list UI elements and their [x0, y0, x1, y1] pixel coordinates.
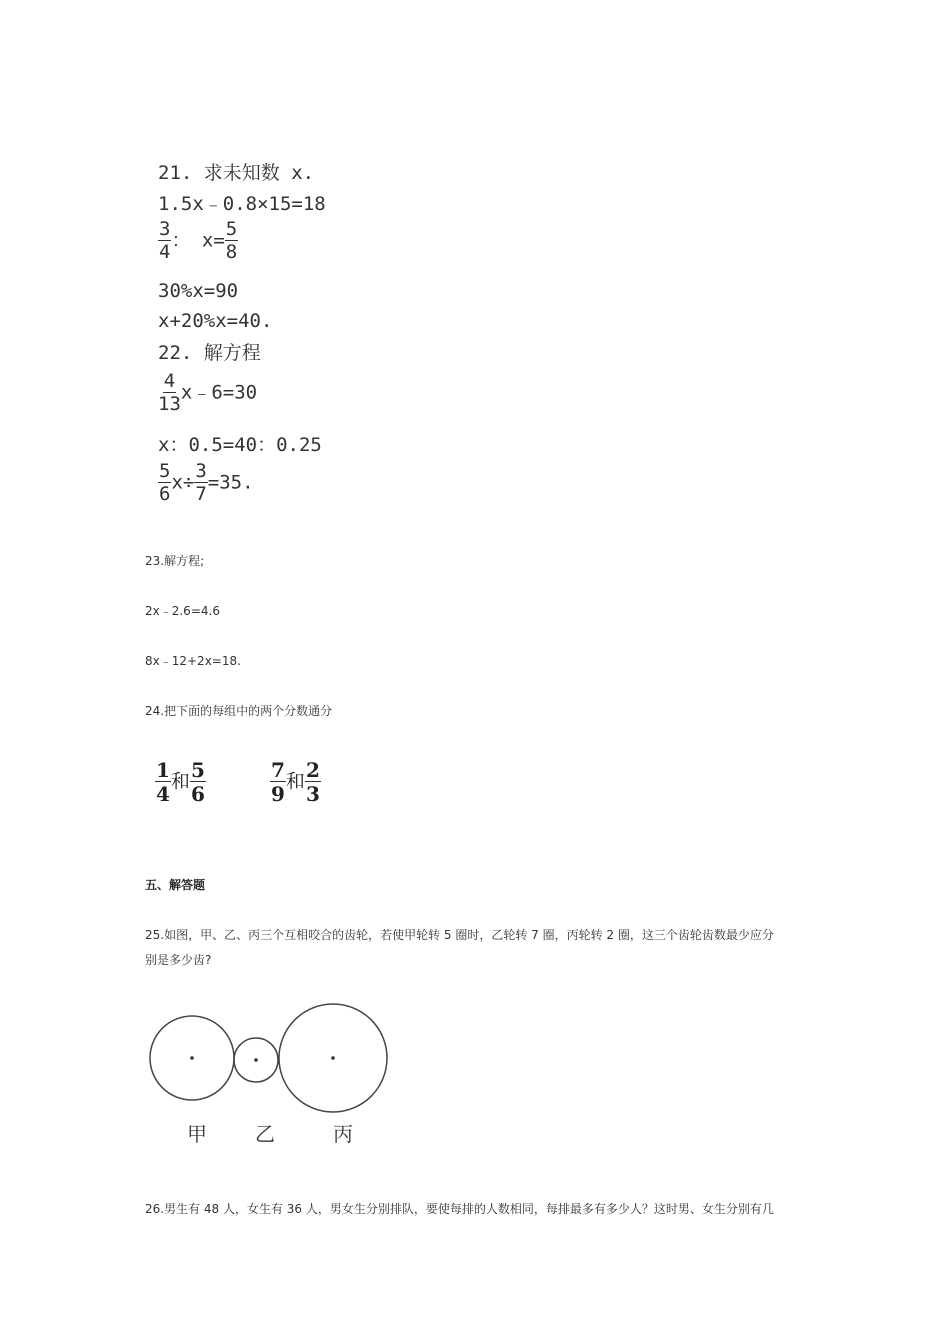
gear-label-yi: 乙 — [255, 1122, 275, 1146]
q22-equation-1: $\frac{4}{13}$ x﹣6=30 — [158, 370, 258, 415]
q21-equation-3: 30%x=90 — [158, 280, 239, 302]
fraction: $\frac{3}{7}$ — [195, 460, 207, 505]
q25-text-line-1: 25.如图，甲、乙、丙三个互相咬合的齿轮，若使甲轮转 5 圈时，乙轮转 7 圈，丙轮转 2 圈，这三个齿轮齿数最少应分 — [145, 928, 774, 942]
q24-title: 24.把下面的每组中的两个分数通分 — [145, 704, 333, 718]
q21-equation-4: x+20%x=40. — [158, 310, 273, 332]
q23-title: 23.解方程; — [145, 554, 205, 568]
gear-label-jia: 甲 — [187, 1122, 207, 1146]
fraction: $\frac{5}{8}$ — [225, 218, 238, 263]
q23-equation-2: 8x﹣12+2x=18. — [145, 654, 241, 668]
section-heading: 五、解答题 — [145, 878, 206, 892]
fraction: $\frac{5}{6}$ — [159, 460, 171, 505]
fraction: $\frac{1}{4}$ — [156, 758, 170, 806]
q24-fraction-group-2: $\frac{7}{9}$ 和 $\frac{2}{3}$ — [271, 758, 320, 806]
q21-equation-1: 1.5x﹣0.8×15=18 — [158, 193, 326, 215]
q24-fraction-group-1: $\frac{1}{4}$ 和 $\frac{5}{6}$ — [156, 758, 205, 806]
q21-title: 21. 求未知数 x. — [158, 162, 315, 184]
q26-text-line-1: 26.男生有 48 人，女生有 36 人，男女生分别排队，要使每排的人数相同，每排最多有多少人？这时男、女生分别有几 — [145, 1202, 774, 1216]
q23-equation-1: 2x﹣2.6=4.6 — [145, 604, 220, 618]
gear-jia-center — [190, 1056, 194, 1060]
fraction: $\frac{3}{4}$ — [159, 218, 171, 263]
q22-equation-2: x：0.5=40：0.25 — [158, 434, 322, 456]
q22-title: 22. 解方程 — [158, 342, 261, 364]
fraction: $\frac{2}{3}$ — [305, 758, 320, 806]
q22-equation-3: $\frac{5}{6}$ x÷ $\frac{3}{7}$ =35. — [159, 460, 254, 505]
q25-text-line-2: 别是多少齿? — [145, 953, 212, 967]
fraction: $\frac{7}{9}$ — [271, 758, 285, 806]
gear-bing-center — [331, 1056, 335, 1060]
q21-equation-2: $\frac{3}{4}$ ： x= $\frac{5}{8}$ — [159, 218, 238, 263]
fraction: $\frac{4}{13}$ — [158, 370, 181, 415]
gear-yi-center — [254, 1058, 258, 1062]
fraction: $\frac{5}{6}$ — [190, 758, 205, 806]
gear-label-bing: 丙 — [333, 1122, 353, 1146]
